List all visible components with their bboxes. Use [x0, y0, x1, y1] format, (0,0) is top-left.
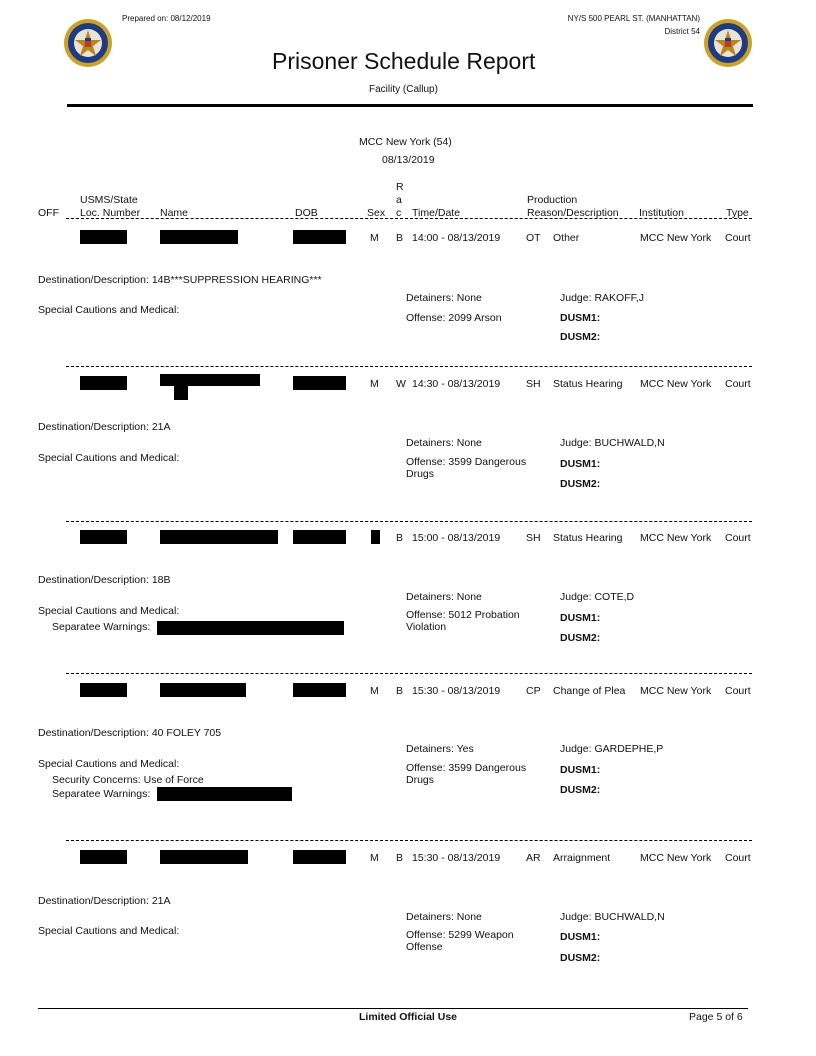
- us-marshals-seal-icon: [63, 18, 113, 68]
- reason-description: Arraignment: [553, 852, 611, 864]
- institution: MCC New York: [640, 378, 712, 390]
- col-dob: DOB: [295, 207, 318, 219]
- dusm1-label: DUSM1:: [560, 764, 601, 776]
- dusm2-label: DUSM2:: [560, 478, 601, 490]
- judge-label: Judge:: [560, 437, 592, 449]
- offense-value: 2099 Arson: [448, 312, 502, 324]
- reason-description: Status Hearing: [553, 378, 623, 390]
- security-concerns-label: Security Concerns:: [52, 774, 141, 786]
- judge: [560, 292, 644, 304]
- detainers: [406, 292, 482, 304]
- detainers-label: Detainers:: [406, 292, 454, 304]
- entry-divider: [66, 840, 752, 841]
- reason-code: SH: [526, 378, 541, 390]
- district: District 54: [664, 27, 700, 36]
- offense-value: 3599 Dangerous Drugs: [406, 456, 527, 480]
- judge-value: COTE,D: [594, 591, 635, 603]
- judge-label: Judge:: [560, 743, 592, 755]
- location: NY/S 500 PEARL ST. (MANHATTAN): [567, 14, 700, 23]
- detainers: [406, 437, 482, 449]
- special-cautions-label: Special Cautions and Medical:: [38, 925, 180, 937]
- time-date: 15:30 - 08/13/2019: [412, 685, 501, 697]
- reason-code: SH: [526, 532, 541, 544]
- redacted-name: [174, 386, 188, 400]
- time-date: 15:00 - 08/13/2019: [412, 532, 501, 544]
- detainers-label: Detainers:: [406, 437, 454, 449]
- judge: [560, 911, 665, 923]
- redacted-loc-number: [80, 683, 127, 697]
- redacted-name: [160, 683, 246, 697]
- judge-value: BUCHWALD,N: [594, 437, 665, 449]
- facility-name: MCC New York (54): [359, 136, 452, 148]
- special-cautions-label: Special Cautions and Medical:: [38, 304, 180, 316]
- institution: MCC New York: [640, 532, 712, 544]
- dusm1-label: DUSM1:: [560, 458, 601, 470]
- detainers-value: None: [456, 911, 482, 923]
- col-race-3: c: [396, 207, 402, 219]
- detainers: [406, 591, 482, 603]
- judge-label: Judge:: [560, 911, 592, 923]
- offense: [406, 929, 526, 953]
- col-off: OFF: [38, 207, 59, 219]
- special-cautions-label: Special Cautions and Medical:: [38, 452, 180, 464]
- destination: [38, 895, 171, 907]
- classification: Limited Official Use: [359, 1011, 458, 1023]
- prepared-on: Prepared on: 08/12/2019: [122, 14, 211, 23]
- redacted-name: [160, 530, 278, 544]
- page-number: Page 5 of 6: [689, 1011, 743, 1023]
- destination: [38, 421, 171, 433]
- offense: [406, 456, 536, 480]
- redacted-dob: [293, 683, 346, 697]
- dusm1-label: DUSM1:: [560, 312, 601, 324]
- dusm2-label: DUSM2:: [560, 784, 601, 796]
- detainers-value: None: [456, 437, 482, 449]
- dusm1-label: DUSM1:: [560, 612, 601, 624]
- offense: [406, 312, 502, 324]
- header-divider: [66, 218, 752, 219]
- destination-value: 18B: [151, 574, 171, 586]
- reason-description: Change of Plea: [553, 685, 626, 697]
- judge-label: Judge:: [560, 591, 592, 603]
- destination-value: 21A: [151, 421, 171, 433]
- race: B: [396, 852, 404, 864]
- security-concerns-value: Use of Force: [143, 774, 204, 786]
- page-title: Prisoner Schedule Report: [272, 48, 536, 74]
- col-race-2: a: [396, 194, 402, 206]
- offense-label: Offense:: [406, 762, 446, 774]
- time-date: 14:30 - 08/13/2019: [412, 378, 501, 390]
- destination-value: 14B***SUPPRESSION HEARING***: [151, 274, 322, 286]
- col-institution: Institution: [639, 207, 684, 219]
- judge-value: GARDEPHE,P: [594, 743, 664, 755]
- type: Court: [725, 685, 751, 697]
- dusm2-label: DUSM2:: [560, 632, 601, 644]
- reason-code: CP: [526, 685, 541, 697]
- offense-label: Offense:: [406, 312, 446, 324]
- reason-code: AR: [526, 852, 541, 864]
- redacted-name: [160, 850, 248, 864]
- redacted-loc-number: [80, 530, 127, 544]
- destination-label: Destination/Description:: [38, 727, 149, 739]
- special-cautions-label: Special Cautions and Medical:: [38, 605, 180, 617]
- redacted-separatee: [157, 787, 292, 801]
- judge-value: RAKOFF,J: [594, 292, 645, 304]
- institution: MCC New York: [640, 852, 712, 864]
- redacted-name: [160, 374, 260, 386]
- destination-label: Destination/Description:: [38, 574, 149, 586]
- dusm2-label: DUSM2:: [560, 952, 601, 964]
- separatee-warnings-label: Separatee Warnings:: [52, 788, 151, 800]
- redacted-name: [160, 230, 238, 244]
- offense-label: Offense:: [406, 609, 446, 621]
- col-production-1: Production: [527, 194, 578, 206]
- redacted-loc-number: [80, 230, 127, 244]
- dusm2-label: DUSM2:: [560, 331, 601, 343]
- col-type: Type: [726, 207, 749, 219]
- time-date: 15:30 - 08/13/2019: [412, 852, 501, 864]
- type: Court: [725, 532, 751, 544]
- report-subtitle: Facility (Callup): [369, 84, 438, 95]
- detainers-label: Detainers:: [406, 743, 454, 755]
- redacted-sex: [371, 530, 380, 544]
- sex: M: [370, 232, 379, 244]
- institution: MCC New York: [640, 232, 712, 244]
- entry-divider: [66, 521, 752, 522]
- redacted-dob: [293, 376, 346, 390]
- offense-label: Offense:: [406, 456, 446, 468]
- redacted-dob: [293, 530, 346, 544]
- us-marshals-seal-icon: [703, 18, 753, 68]
- col-race-1: R: [396, 181, 404, 193]
- destination-label: Destination/Description:: [38, 421, 149, 433]
- sex: M: [370, 378, 379, 390]
- judge: [560, 437, 665, 449]
- destination: [38, 574, 171, 586]
- redacted-separatee: [157, 621, 344, 635]
- detainers-label: Detainers:: [406, 911, 454, 923]
- destination-label: Destination/Description:: [38, 274, 149, 286]
- col-sex: Sex: [367, 207, 386, 219]
- redacted-loc-number: [80, 850, 127, 864]
- detainers-value: None: [456, 292, 482, 304]
- sex: M: [370, 852, 379, 864]
- race: B: [396, 532, 404, 544]
- footer-rule: [38, 1008, 748, 1009]
- redacted-dob: [293, 230, 346, 244]
- offense: [406, 609, 536, 633]
- destination-value: 21A: [151, 895, 171, 907]
- header-rule: [67, 104, 753, 107]
- race: B: [396, 232, 404, 244]
- race: W: [396, 378, 406, 390]
- type: Court: [725, 378, 751, 390]
- separatee-warnings-label: Separatee Warnings:: [52, 621, 151, 633]
- judge: [560, 743, 663, 755]
- destination-label: Destination/Description:: [38, 895, 149, 907]
- judge-label: Judge:: [560, 292, 592, 304]
- type: Court: [725, 232, 751, 244]
- redacted-dob: [293, 850, 346, 864]
- special-cautions-label: Special Cautions and Medical:: [38, 758, 180, 770]
- security-concerns: [52, 774, 204, 786]
- destination: [38, 274, 322, 286]
- detainers: [406, 911, 482, 923]
- judge-value: BUCHWALD,N: [594, 911, 665, 923]
- destination-value: 40 FOLEY 705: [151, 727, 222, 739]
- offense-label: Offense:: [406, 929, 446, 941]
- col-name: Name: [160, 207, 189, 219]
- detainers: [406, 743, 474, 755]
- reason-code: OT: [526, 232, 541, 244]
- race: B: [396, 685, 404, 697]
- entry-divider: [66, 366, 752, 367]
- reason-description: Status Hearing: [553, 532, 623, 544]
- col-usms-1: USMS/State: [80, 194, 138, 206]
- offense-value: 5299 Weapon Offense: [406, 929, 514, 953]
- offense-value: 3599 Dangerous Drugs: [406, 762, 527, 786]
- col-production-2: Reason/Description: [527, 207, 619, 219]
- offense: [406, 762, 536, 786]
- dusm1-label: DUSM1:: [560, 931, 601, 943]
- destination: [38, 727, 221, 739]
- institution: MCC New York: [640, 685, 712, 697]
- col-time: Time/Date: [412, 207, 461, 219]
- judge: [560, 591, 634, 603]
- sex: M: [370, 685, 379, 697]
- time-date: 14:00 - 08/13/2019: [412, 232, 501, 244]
- type: Court: [725, 852, 751, 864]
- reason-description: Other: [553, 232, 580, 244]
- detainers-label: Detainers:: [406, 591, 454, 603]
- offense-value: 5012 Probation Violation: [406, 609, 520, 633]
- detainers-value: Yes: [456, 743, 474, 755]
- detainers-value: None: [456, 591, 482, 603]
- redacted-loc-number: [80, 376, 127, 390]
- col-usms-2: Loc. Number: [80, 207, 141, 219]
- facility-date: 08/13/2019: [382, 154, 435, 166]
- entry-divider: [66, 673, 752, 674]
